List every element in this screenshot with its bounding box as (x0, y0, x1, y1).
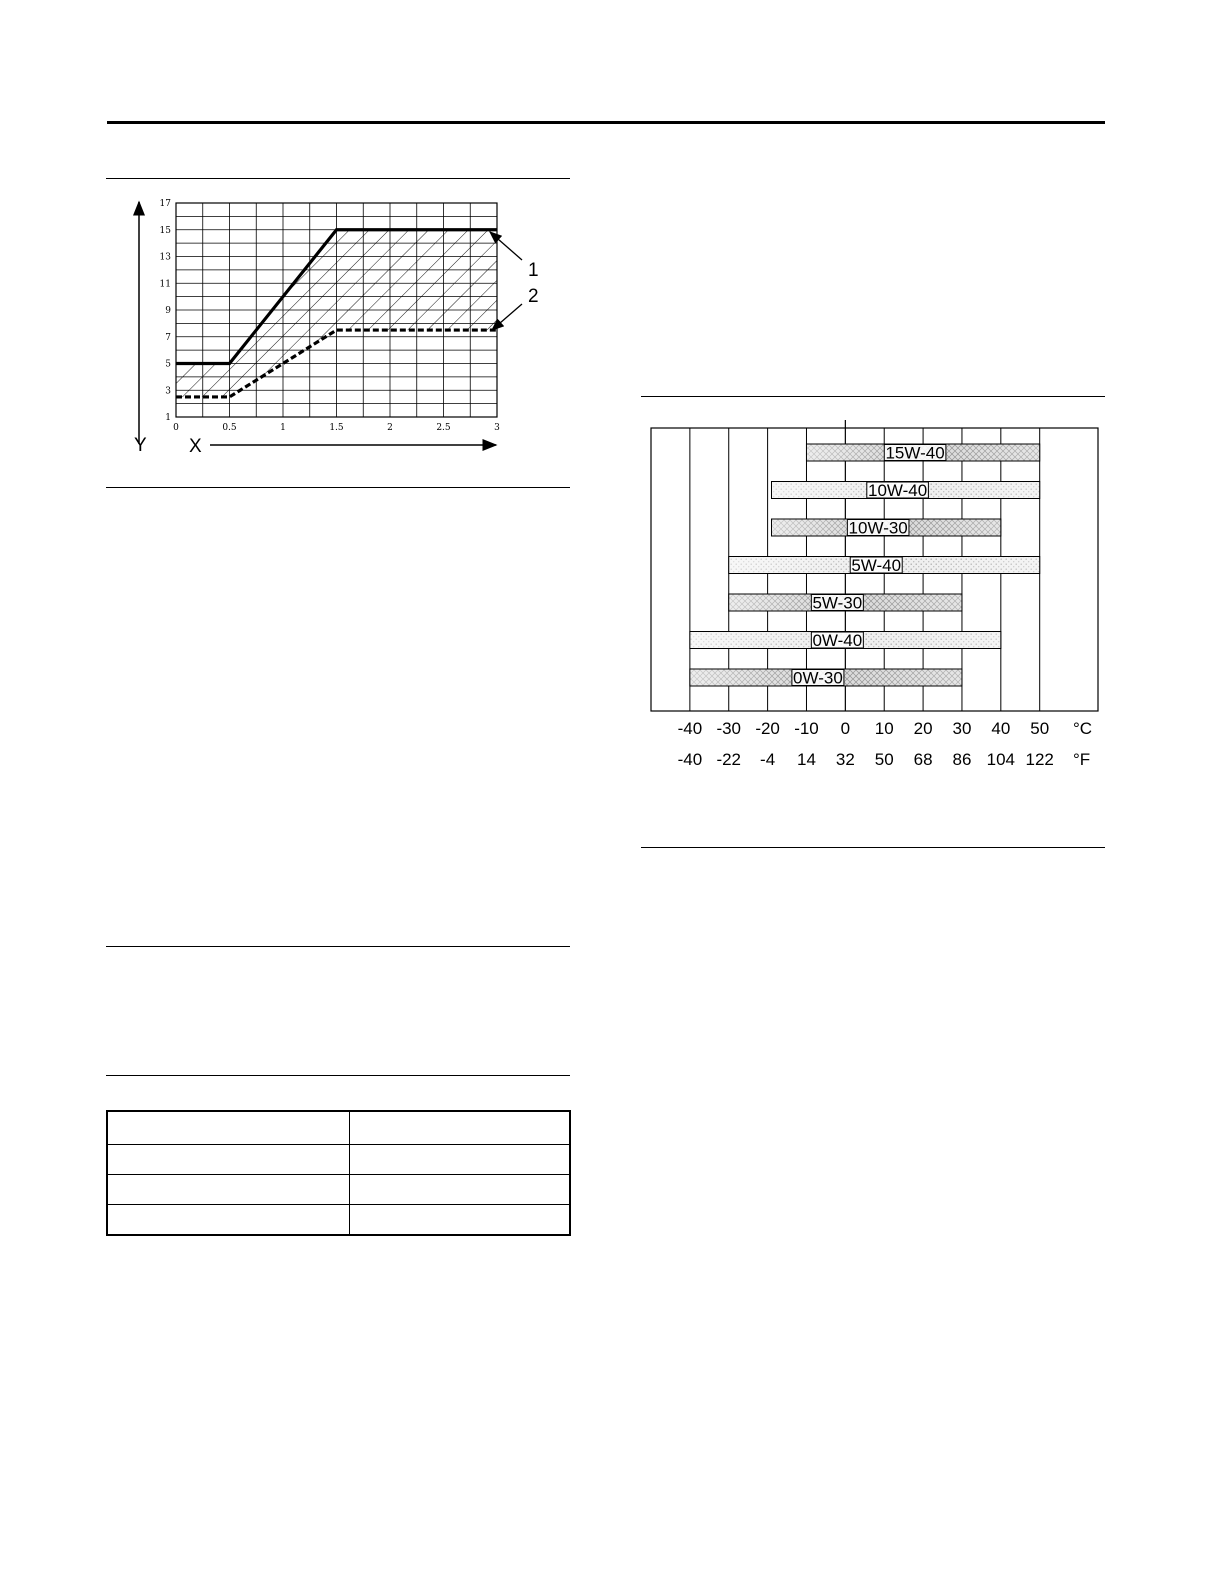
oil-viscosity-temperature-chart (640, 418, 1110, 778)
figure2-bottom-rule (641, 847, 1105, 848)
fahrenheit-tick-label: 104 (986, 750, 1016, 769)
bar-label: 10W-40 (867, 481, 928, 500)
bar-label: 0W-40 (812, 631, 863, 650)
table-row (107, 1111, 570, 1145)
y-tick-label: 17 (159, 199, 171, 209)
celsius-tick-label: 10 (874, 719, 894, 738)
callout-1: 1 (528, 260, 539, 281)
fahrenheit-tick-label: 86 (952, 750, 972, 769)
table-cell (350, 1145, 571, 1175)
celsius-tick-label: 30 (952, 719, 972, 738)
bar-5W-30 (729, 594, 962, 613)
y-tick-label: 1 (165, 413, 171, 423)
figure2-top-rule (641, 396, 1105, 397)
bar-10W-40 (771, 481, 1039, 500)
celsius-tick-label: -40 (677, 719, 703, 738)
celsius-tick-label: 0 (840, 719, 851, 738)
xy-range-chart (100, 182, 570, 482)
celsius-tick-label: 50 (1030, 719, 1050, 738)
y-tick-label: 13 (159, 252, 171, 263)
bar-label: 5W-40 (851, 556, 902, 575)
y-tick-label: 11 (159, 279, 171, 290)
y-tick-label: 15 (159, 225, 171, 236)
celsius-tick-label: -20 (755, 719, 780, 738)
x-tick-label: 2.5 (436, 423, 451, 433)
fahrenheit-tick-label: 50 (874, 750, 894, 769)
x-axis-label: X (189, 436, 202, 457)
bar-10W-30 (771, 519, 1000, 538)
table-cell (350, 1111, 571, 1145)
table-row (107, 1175, 570, 1205)
section-rule-2 (106, 1075, 570, 1076)
table-row (107, 1205, 570, 1236)
table-cell (107, 1175, 350, 1205)
fahrenheit-tick-label: -22 (716, 750, 742, 769)
x-tick-label: 3 (494, 423, 500, 433)
x-tick-label: 0 (173, 423, 179, 433)
x-tick-label: 1 (280, 423, 286, 433)
bar-label: 15W-40 (885, 443, 945, 463)
figure1-top-rule (106, 178, 570, 179)
table-cell (107, 1111, 350, 1145)
fahrenheit-tick-label: -4 (760, 750, 776, 769)
y-tick-label: 5 (165, 359, 171, 370)
fahrenheit-tick-label: 14 (797, 750, 816, 769)
celsius-unit: °C (1073, 719, 1093, 738)
bar-label: 0W-30 (793, 668, 843, 688)
bar-15W-40 (806, 444, 1039, 463)
fahrenheit-tick-label: 122 (1025, 750, 1054, 769)
callout-2: 2 (528, 286, 539, 307)
fahrenheit-tick-label: 32 (835, 750, 855, 769)
celsius-tick-label: -10 (794, 719, 819, 738)
fahrenheit-unit: °F (1073, 750, 1091, 769)
y-tick-label: 7 (165, 332, 171, 343)
bar-0W-30 (690, 669, 962, 688)
figure1-bottom-rule (106, 487, 570, 488)
spec-table (106, 1110, 571, 1236)
table-cell (107, 1205, 350, 1236)
table-row (107, 1145, 570, 1175)
bar-0W-40 (690, 631, 1001, 650)
celsius-tick-label: 20 (913, 719, 933, 738)
y-tick-label: 3 (165, 386, 171, 397)
table-cell (350, 1205, 571, 1236)
bar-label: 5W-30 (812, 593, 863, 613)
table-cell (107, 1145, 350, 1175)
page-header-rule (107, 121, 1105, 124)
fahrenheit-tick-label: -40 (677, 750, 703, 769)
y-axis-label: Y (134, 435, 147, 456)
celsius-tick-label: -30 (716, 719, 742, 738)
bar-label: 10W-30 (848, 518, 908, 538)
x-tick-label: 1.5 (329, 423, 344, 433)
fahrenheit-tick-label: 68 (913, 750, 933, 769)
celsius-tick-label: 40 (991, 719, 1011, 738)
y-tick-label: 9 (165, 306, 171, 316)
table-cell (350, 1175, 571, 1205)
x-tick-label: 2 (387, 423, 393, 433)
section-rule-1 (106, 946, 570, 947)
bar-5W-40 (729, 556, 1040, 575)
x-tick-label: 0.5 (222, 423, 237, 433)
